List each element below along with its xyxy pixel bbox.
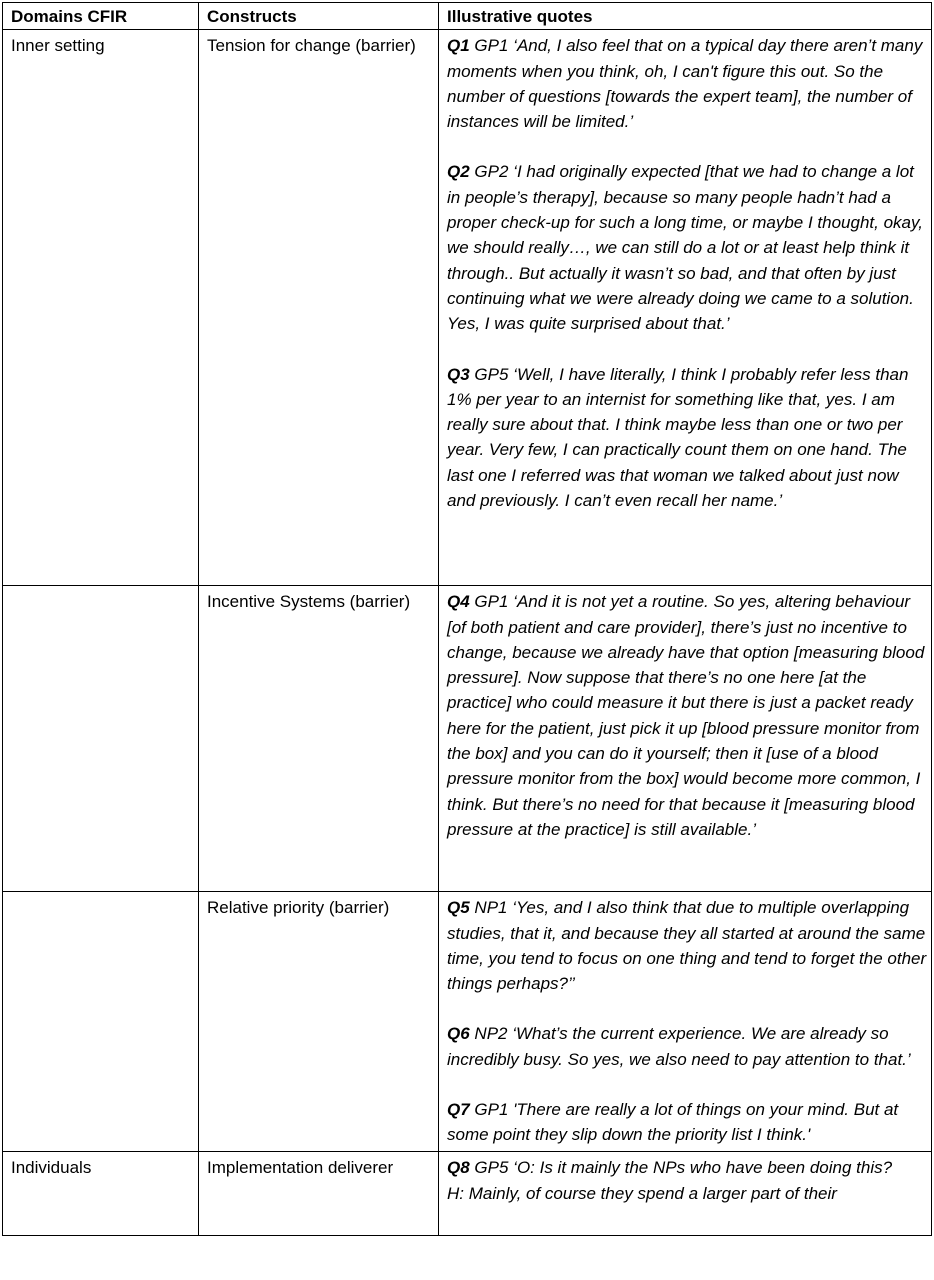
quote-text: GP5 ‘Well, I have literally, I think I probably refer less than 1% per year to an internist for something like that, yes. I am really sure about that. I think maybe less than one or two per year. Very few, I can practically count them on one hand. The last one I referred was that woman we talked about just now and previously. I can’t even recall her name.’ — [447, 364, 909, 511]
quote-id: Q8 — [447, 1158, 470, 1178]
quote-q2 — [447, 159, 927, 336]
construct-cell: Incentive Systems (barrier) — [199, 586, 439, 892]
table-row — [3, 30, 932, 586]
quote-id: Q5 — [447, 898, 470, 918]
table-header-row — [3, 3, 932, 30]
quote-text: GP5 ‘O: Is it mainly the NPs who have been doing this? — [474, 1158, 893, 1178]
quote-q3 — [447, 362, 927, 514]
quote-text: GP1 ‘And, I also feel that on a typical day there aren’t many moments when you think, oh, I can't figure this out. So the number of questions [towards the expert team], the number of instances will be limited.’ — [447, 36, 923, 132]
header-constructs: Constructs — [199, 3, 439, 30]
quote-id: Q4 — [447, 592, 470, 612]
domain-cell: Inner setting — [3, 30, 199, 586]
quotes-cell — [439, 30, 932, 586]
quotes-cell — [439, 1152, 932, 1236]
quote-q1 — [447, 33, 927, 134]
construct-cell: Implementation deliverer — [199, 1152, 439, 1236]
quote-q5 — [447, 895, 927, 996]
quote-q7 — [447, 1097, 927, 1148]
table-row — [3, 1152, 932, 1236]
quote-q8 — [447, 1155, 927, 1206]
domain-cell — [3, 892, 199, 1152]
header-domains: Domains CFIR — [3, 3, 199, 30]
quote-id: Q3 — [447, 364, 470, 384]
table-row — [3, 586, 932, 892]
quote-text: GP1 ‘And it is not yet a routine. So yes, altering behaviour [of both patient and care provider], there’s just no incentive to change, because we already have that option [measuring blood pressure]. Now suppose that there’s no one here [at the practice] who could measure it but there is just a packet ready here for the patient, just pick it up [blood pressure monitor from the box] and you can do it yourself; then it [use of a blood pressure monitor from the box] would become more common, I think. But there’s no need for that because it [measuring blood pressure at the practice] is still available.’ — [447, 592, 925, 839]
quote-q6 — [447, 1021, 927, 1072]
header-quotes: Illustrative quotes — [439, 3, 932, 30]
table-row — [3, 892, 932, 1152]
construct-cell: Relative priority (barrier) — [199, 892, 439, 1152]
domain-cell: Individuals — [3, 1152, 199, 1236]
construct-cell: Tension for change (barrier) — [199, 30, 439, 586]
quote-text: GP1 'There are really a lot of things on your mind. But at some point they slip down the priority list I think.' — [447, 1100, 899, 1145]
quote-q4 — [447, 589, 927, 842]
quote-text: NP1 ‘Yes, and I also think that due to multiple overlapping studies, that it, and because they all started at around the same time, you tend to focus on one thing and tend to forget the other things perhaps?’’ — [447, 898, 927, 994]
quote-id: Q1 — [447, 36, 470, 56]
cfir-quotes-table — [2, 2, 932, 1236]
quote-id: Q2 — [447, 162, 470, 182]
quote-continuation-line: H: Mainly, of course they spend a larger part of their — [447, 1183, 837, 1203]
domain-cell — [3, 586, 199, 892]
quotes-cell — [439, 586, 932, 892]
quote-text: NP2 ‘What’s the current experience. We are already so incredibly busy. So yes, we also need to pay attention to that.’ — [447, 1024, 911, 1069]
quote-text: GP2 ‘I had originally expected [that we had to change a lot in people’s therapy], because so many people hadn’t had a proper check-up for such a long time, or maybe I thought, okay, we should really…, we can still do a lot or at least help think it through.. But actually it wasn’t so bad, and that often by just continuing what we were already doing we came to a solution. Yes, I was quite surprised about that.’ — [447, 162, 923, 334]
quote-id: Q6 — [447, 1024, 470, 1044]
quotes-cell — [439, 892, 932, 1152]
quote-id: Q7 — [447, 1100, 470, 1120]
